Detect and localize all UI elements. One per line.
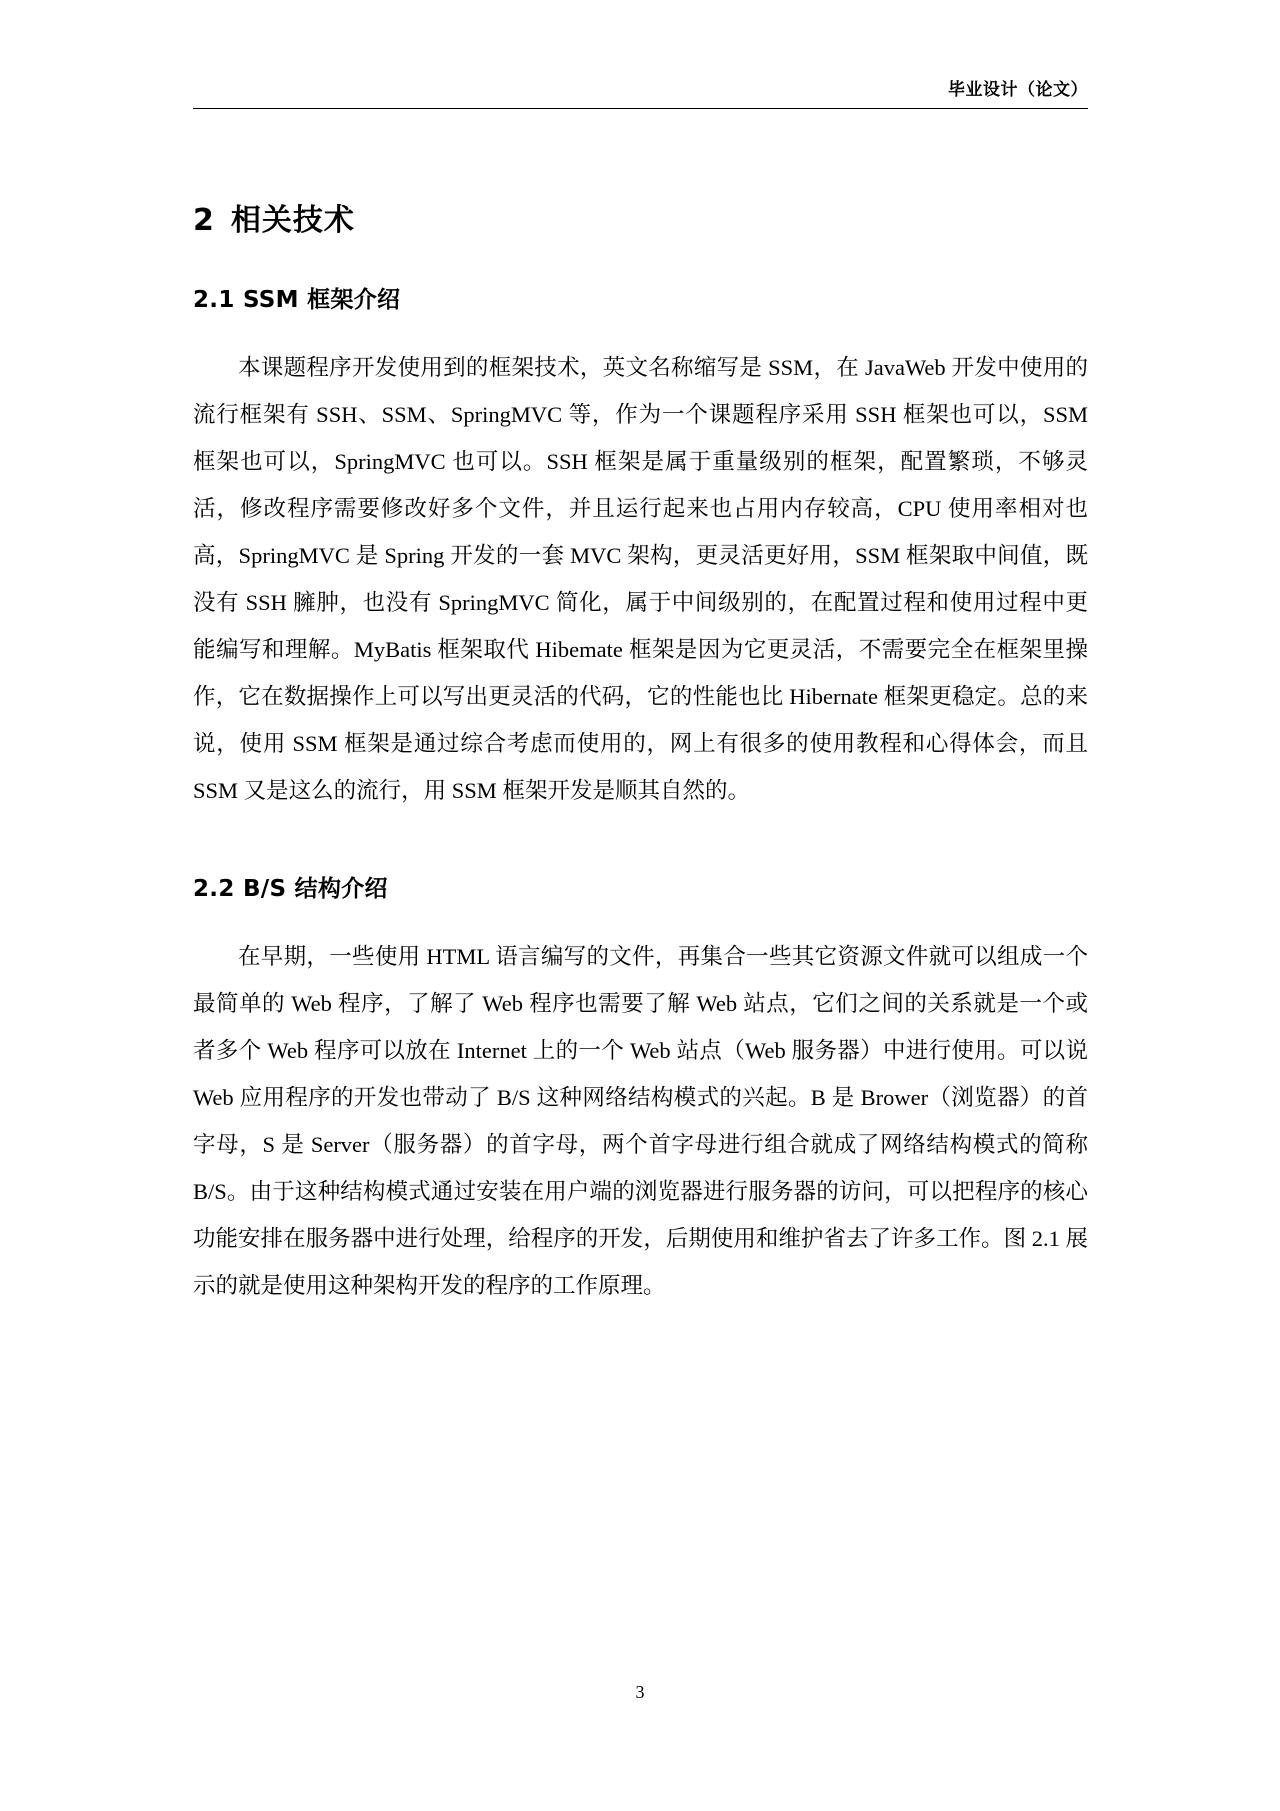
header-title: 毕业设计（论文）: [948, 80, 1088, 100]
header-divider: [193, 108, 1088, 109]
section-paragraph-2-1: 本课题程序开发使用到的框架技术，英文名称缩写是 SSM，在 JavaWeb 开发中使用的流行框架有 SSH、SSM、SpringMVC 等，作为一个课题程序采用 SSH 框架也可以，SSM 框架也可以，SpringMVC 也可以。SSH 框架是属于重量级别的框架，配置繁琐，不够灵活，修改程序需要修改好多个文件，并且运行起来也占用内存较高，CPU 使用率相对也高，SpringMVC 是 Spring 开发的一套 MVC 架构，更灵活更好用，SSM 框架取中间值，既没有 SSH 臃肿，也没有 SpringMVC 简化，属于中间级别的，在配置过程和使用过程中更能编写和理解。MyBatis 框架取代 Hibemate 框架是因为它更灵活，不需要完全在框架里操作，它在数据操作上可以写出更灵活的代码，它的性能也比 Hibernate 框架更稳定。总的来说，使用 SSM 框架是通过综合考虑而使用的，网上有很多的使用教程和心得体会，而且 SSM 又是这么的流行，用 SSM 框架开发是顺其自然的。: [193, 355, 1088, 803]
page-number: 3: [635, 1682, 645, 1702]
page-header: [193, 75, 1088, 108]
document-body: [193, 195, 1088, 1309]
section-heading-2-2: 2.2 B/S 结构介绍: [193, 876, 388, 902]
section-spacer: [193, 848, 1088, 870]
chapter-heading: [193, 195, 1088, 239]
page-footer: [0, 1682, 1280, 1703]
section-paragraph-2-2: 在早期，一些使用 HTML 语言编写的文件，再集合一些其它资源文件就可以组成一个最简单的 Web 程序，了解了 Web 程序也需要了解 Web 站点，它们之间的关系就是一个或者多个 Web 程序可以放在 Internet 上的一个 Web 站点（Web 服务器）中进行使用。可以说 Web 应用程序的开发也带动了 B/S 这种网络结构模式的兴起。B 是 Brower（浏览器）的首字母，S 是 Server（服务器）的首字母，两个首字母进行组合就成了网络结构模式的简称 B/S。由于这种结构模式通过安装在用户端的浏览器进行服务器的访问，可以把程序的核心功能安排在服务器中进行处理，给程序的开发，后期使用和维护省去了许多工作。图 2.1 展示的就是使用这种架构开发的程序的工作原理。: [193, 944, 1088, 1298]
page-content: [193, 75, 1088, 1343]
chapter-number: 2: [193, 203, 215, 238]
chapter-title: 相关技术: [230, 203, 355, 238]
section-heading-2-1: 2.1 SSM 框架介绍: [193, 287, 401, 313]
